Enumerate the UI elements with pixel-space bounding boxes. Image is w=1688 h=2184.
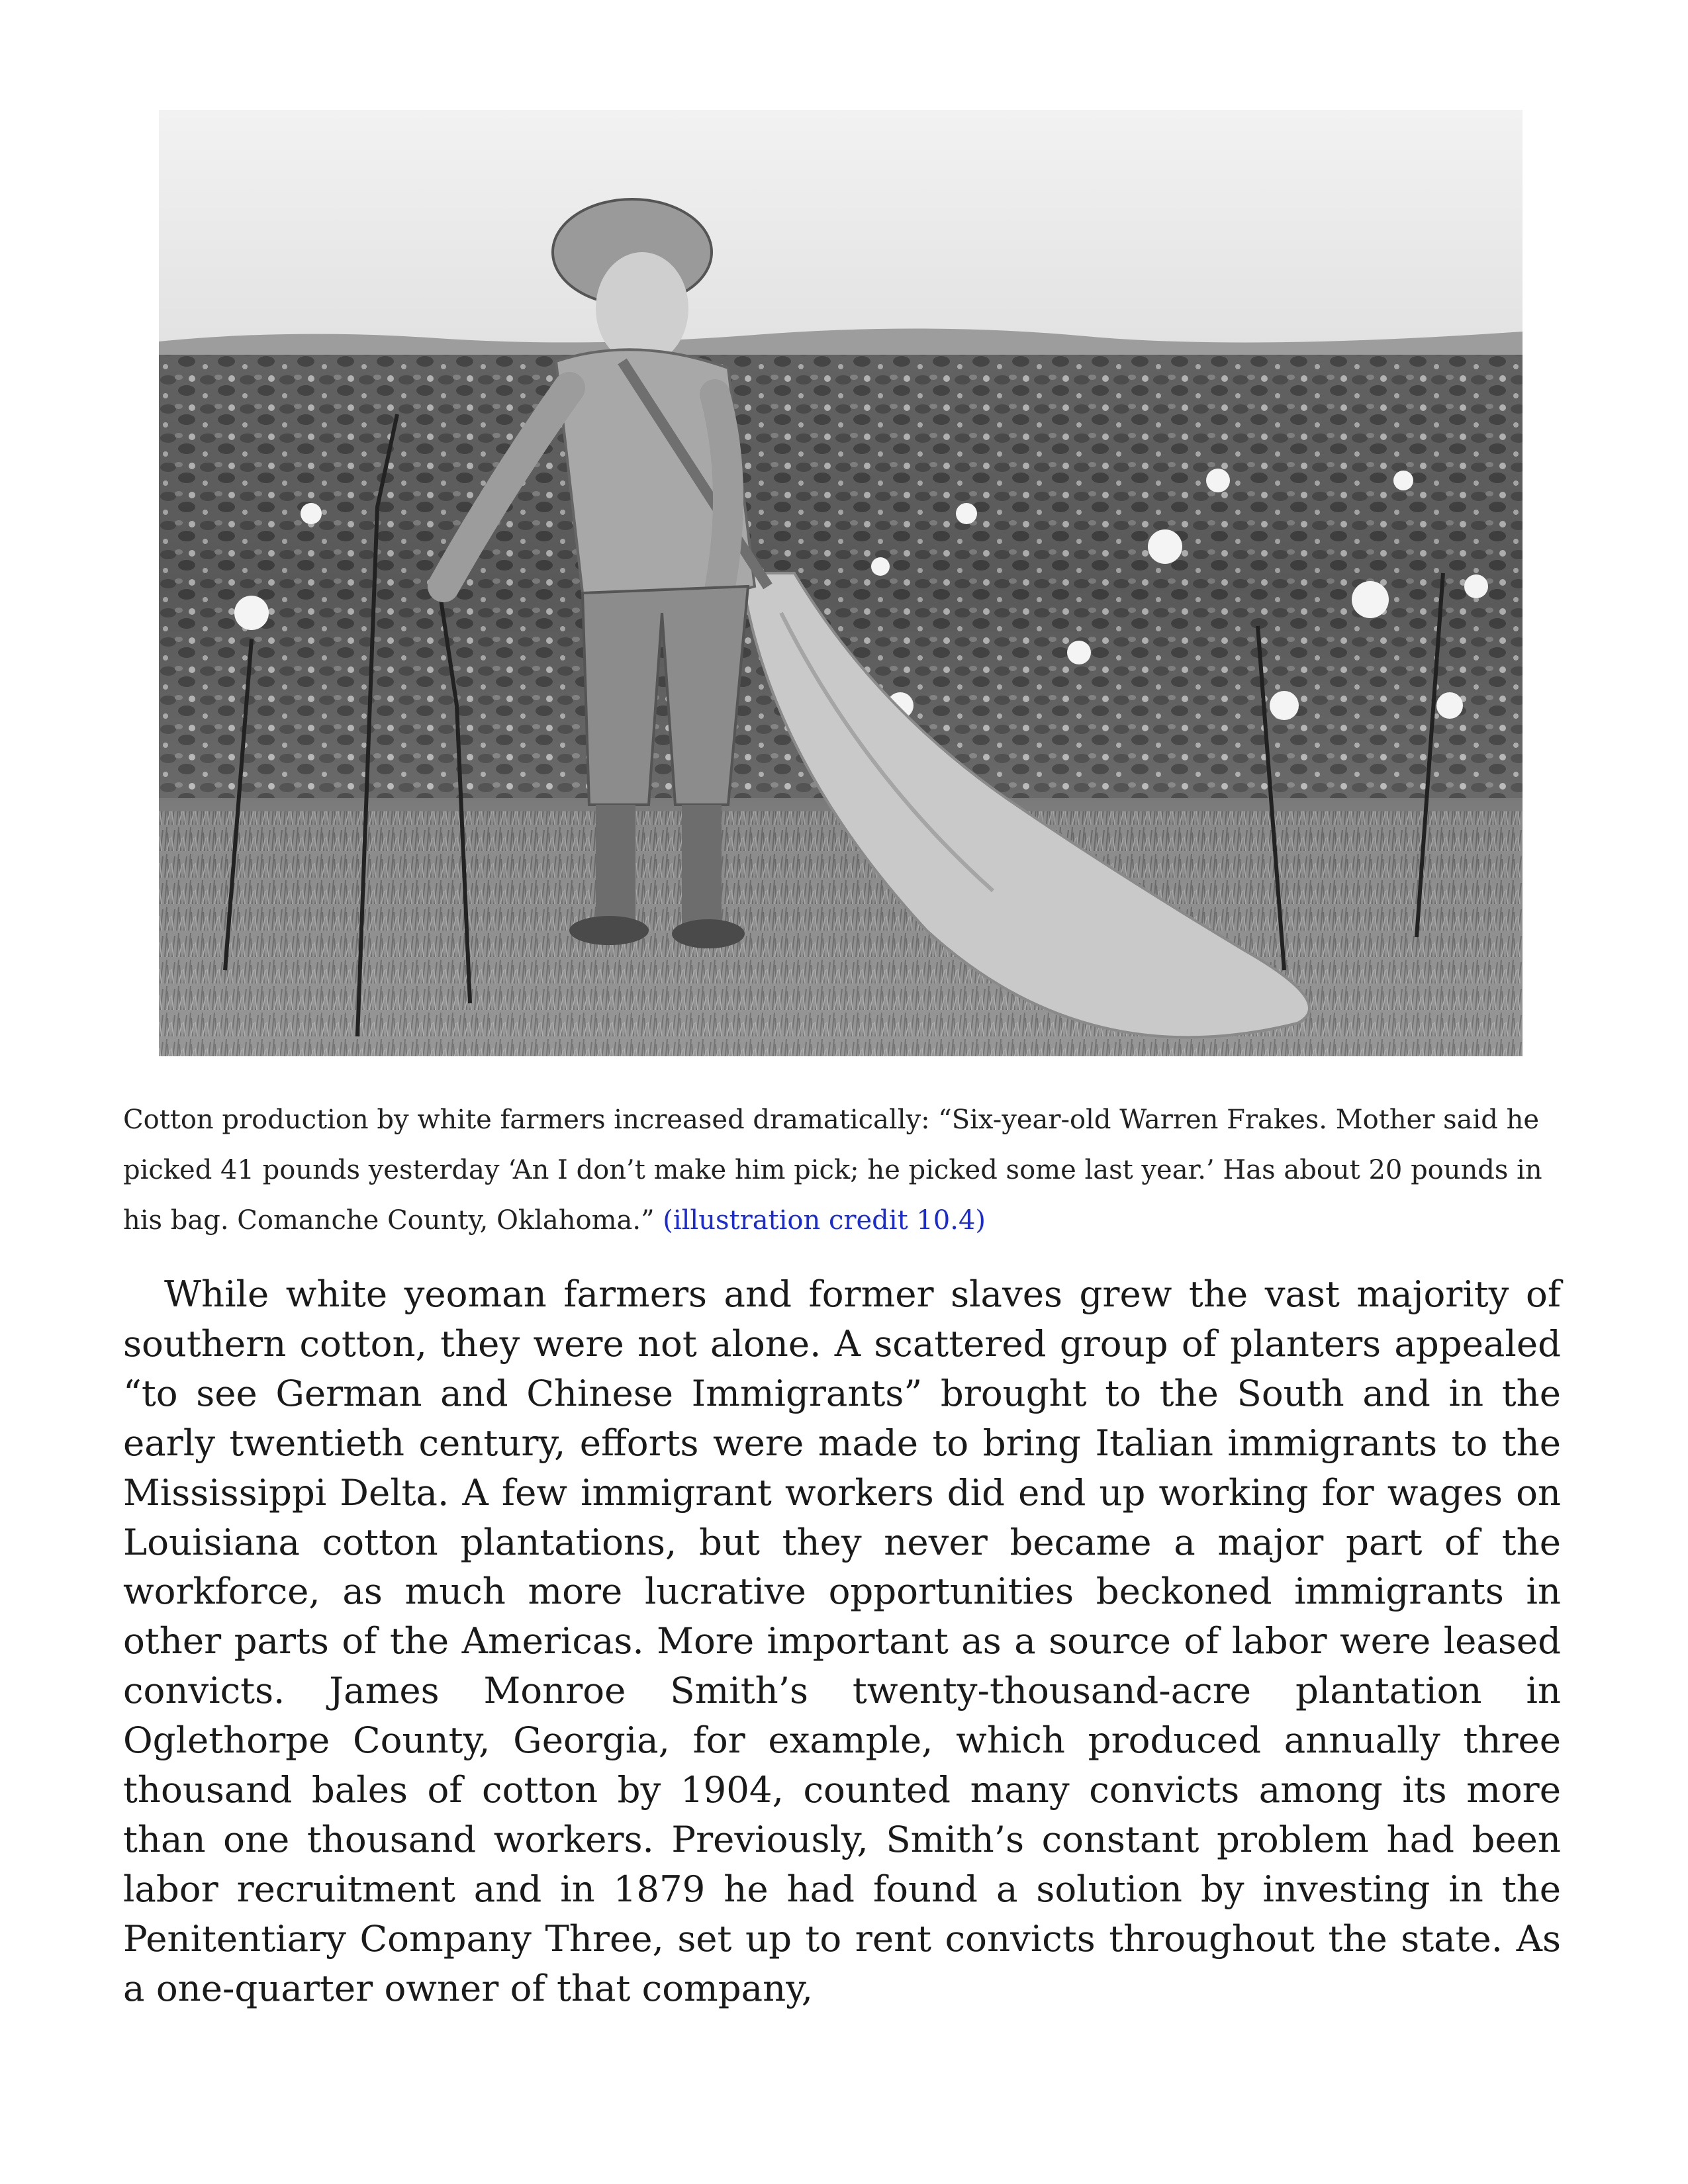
- body-paragraph: While white yeoman farmers and former slaves grew the vast majority of southern cotton, they were not alone. A scattered group of planters appealed “to see German and Chinese Immigrants” brought to the South and in the early twentieth century, efforts were made to bring Italian immigrants to the Mississippi Delta. A few immigrant workers did end up working for wages on Louisiana cotton plantations, but they never became a major part of the workforce, as much more lucrative opportunities beckoned immigrants in other parts of the Americas. More important as a source of labor were leased convicts. James Monroe Smith’s twenty-thousand-acre plantation in Oglethorpe County, Georgia, for example, which produced annually three thousand bales of cotton by 1904, counted many convicts among its more than one thousand workers. Previously, Smith’s constant problem had been labor recruitment and in 1879 he had found a solution by investing in the Penitentiary Company Three, set up to rent convicts throughout the state. As a one-quarter owner of that company,: [123, 1273, 1561, 2009]
- photo-icon: [159, 110, 1523, 1056]
- figure-photo: [159, 110, 1523, 1056]
- illustration-credit-link[interactable]: (illustration credit 10.4): [663, 1205, 986, 1236]
- figure-caption: [123, 1095, 1566, 1246]
- caption-text: Cotton production by white farmers increased dramatically: “Six-year-old Warren Frakes. Mother said he picked 41 pounds yesterday ‘An I don’t make him pick; he picked some last year.’ Has about 20 pounds in his bag. Comanche County, Oklahoma.”: [123, 1105, 1542, 1236]
